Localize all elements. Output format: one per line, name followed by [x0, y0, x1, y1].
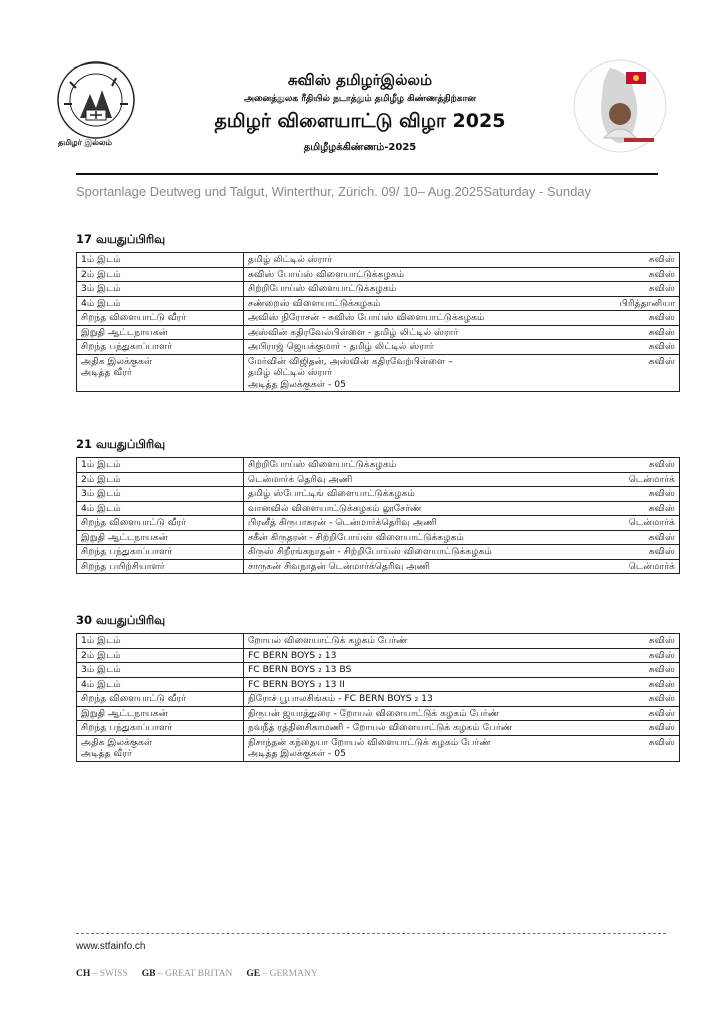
table-row: [77, 267, 680, 282]
winner-name: டென்மார்க் தெரிவு அணி: [248, 473, 353, 485]
winner-cell: [244, 296, 680, 311]
legend-item: [76, 969, 128, 979]
table-row: [77, 487, 680, 502]
table-row: [77, 706, 680, 721]
winner-country: சுவிஸ்: [648, 707, 675, 719]
winner-cell: [244, 340, 680, 355]
legend-code: GE: [246, 969, 261, 979]
winner-cell: [244, 458, 680, 473]
winner-name: அஸ்வின் கதிரவேல்பிள்ளை - தமிழ் லிட்டில் ஸ்ரார்: [248, 326, 459, 338]
table-row: [77, 559, 680, 574]
award-label: 4ம் இடம்: [77, 296, 244, 311]
winner-country: சுவிஸ்: [648, 693, 675, 704]
winner-country: சுவிஸ்: [648, 355, 675, 367]
winner-name: FC BERN BOYS ₂ 13: [248, 649, 337, 661]
winner-name: நிரோச் பூபாலசிங்கம் - FC BERN BOYS ₂ 13: [248, 693, 433, 704]
winner-cell: [244, 648, 680, 663]
winner-cell: [244, 325, 680, 340]
award-label: சிறந்த பந்துகாப்பாளர்: [77, 545, 244, 560]
table-row: [77, 458, 680, 473]
award-label: 2ம் இடம்: [77, 267, 244, 282]
award-label: சிறந்த விளையாட்டு வீரர்: [77, 311, 244, 326]
section-21: [76, 435, 681, 574]
table-row: [77, 692, 680, 707]
winner-name: நிசாந்தன் கந்தையா றோயல் விளையாட்டுக் கழகம் பேர்ண் அடித்த இலக்குகள் - 05: [248, 736, 491, 759]
winner-name: சிற்றிபோய்ஸ் விளையாட்டுக்கழகம்: [248, 283, 397, 294]
winner-cell: [244, 545, 680, 560]
winner-country: டென்மார்க்: [628, 560, 675, 572]
section-17: [76, 230, 681, 392]
award-label: 2ம் இடம்: [77, 648, 244, 663]
legend-code: CH: [76, 969, 91, 979]
award-label: சிறந்த பயிற்சியாளர்: [77, 559, 244, 574]
winner-country: சுவிஸ்: [648, 268, 675, 280]
legend-separator: –: [260, 969, 270, 979]
winner-cell: [244, 516, 680, 531]
winner-cell: [244, 487, 680, 502]
winner-name: சண்றைஸ் விளையாட்டுக்கழகம்: [248, 297, 381, 309]
header: [180, 70, 540, 156]
header-rule: [76, 173, 658, 175]
winner-cell: [244, 677, 680, 692]
table-row: [77, 340, 680, 355]
legend-item: [246, 969, 317, 979]
winner-name: தமிழ் லிட்டில் ஸ்ரார்: [248, 254, 333, 265]
legend-name: SWISS: [99, 969, 128, 979]
results-table: [76, 252, 680, 392]
winner-country: டென்மார்க்: [628, 517, 675, 528]
winner-name: சாருகன் சிவநாதன் டென்மார்க்தெரிவு அணி: [248, 560, 431, 572]
winner-country: சுவிஸ்: [648, 531, 675, 543]
table-row: [77, 516, 680, 531]
table-row: [77, 530, 680, 545]
award-label: இறுதி ஆட்டநாயகன்: [77, 706, 244, 721]
results-table: [76, 457, 680, 574]
cup-name: தமிழீழக்கிண்ணம்-2025: [303, 142, 417, 153]
award-label: சிறந்த விளையாட்டு வீரர்: [77, 692, 244, 707]
table-row: [77, 325, 680, 340]
logo-caption: தமிழர் இல்லம்: [58, 138, 112, 147]
award-label: அதிக இலக்குகள் அடித்த வீரர்: [77, 354, 244, 392]
winner-cell: [244, 267, 680, 282]
table-row: [77, 311, 680, 326]
winner-country: சுவிஸ்: [648, 664, 675, 675]
table-row: [77, 282, 680, 297]
winner-name: றோயல் விளையாட்டுக் கழகம் பேர்ண்: [248, 635, 408, 646]
winner-name: பிரனீத் கிருபாகரன் - டென்மார்க்தெரிவு அணி: [248, 517, 437, 528]
winner-country: சுவிஸ்: [648, 649, 675, 661]
winner-cell: [244, 311, 680, 326]
table-row: [77, 648, 680, 663]
legend-item: [142, 969, 233, 979]
winner-country: சுவிஸ்: [648, 488, 675, 499]
footer-url[interactable]: www.stfainfo.ch: [76, 941, 146, 952]
legend-separator: –: [90, 969, 100, 979]
winner-cell: [244, 663, 680, 678]
award-label: சிறந்த விளையாட்டு வீரர்: [77, 516, 244, 531]
winner-country: சுவிஸ்: [648, 326, 675, 338]
section-title: 21 வயதுப்பிரிவு: [76, 437, 166, 451]
festival-title: தமிழர் விளையாட்டு விழா 2025: [214, 110, 506, 132]
award-label: இறுதி ஆட்டநாயகன்: [77, 530, 244, 545]
winner-country: சுவிஸ்: [648, 546, 675, 557]
winner-name: சகீன் கிருதரன் - சிற்றிபோய்ஸ் விளையாட்டுக்கழகம்: [248, 531, 464, 543]
award-label: 1ம் இடம்: [77, 253, 244, 268]
results-table: [76, 633, 680, 762]
winner-cell: [244, 501, 680, 516]
winner-name: சுவிஸ் போய்ஸ் விளையாட்டுக்கழகம்: [248, 268, 405, 280]
award-label: இறுதி ஆட்டநாயகன்: [77, 325, 244, 340]
country-legend: [76, 969, 332, 979]
award-label: 1ம் இடம்: [77, 458, 244, 473]
winner-name: அபிராஜ் ஜெயக்குமார் - தமிழ் லிட்டில் ஸ்ரார்: [248, 341, 434, 352]
table-row: [77, 472, 680, 487]
table-row: [77, 721, 680, 736]
award-label: 2ம் இடம்: [77, 472, 244, 487]
winner-country: சுவிஸ்: [648, 722, 675, 733]
winner-cell: [244, 472, 680, 487]
winner-cell: [244, 282, 680, 297]
winner-cell: [244, 559, 680, 574]
winner-country: சுவிஸ்: [648, 635, 675, 646]
winner-cell: [244, 354, 680, 392]
winner-country: சுவிஸ்: [648, 736, 675, 748]
winner-cell: [244, 721, 680, 736]
leader-emblem: [572, 58, 668, 154]
table-row: [77, 634, 680, 649]
award-label: அதிக இலக்குகள் அடித்த வீரர்: [77, 735, 244, 761]
winner-country: சுவிஸ்: [648, 254, 675, 265]
table-row: [77, 253, 680, 268]
winner-cell: [244, 253, 680, 268]
winner-cell: [244, 530, 680, 545]
winner-name: நிருபன் ஜயாத்துரை - றோயல் விளையாட்டுக் கழகம் பேர்ண்: [248, 707, 500, 719]
winner-name: FC BERN BOYS ₂ 13 II: [248, 678, 345, 690]
table-row: [77, 735, 680, 761]
section-title: 17 வயதுப்பிரிவு: [76, 232, 166, 246]
award-label: 3ம் இடம்: [77, 487, 244, 502]
award-label: சிறந்த பந்துகாப்பாளர்: [77, 340, 244, 355]
table-row: [77, 501, 680, 516]
winner-name: சிற்றிபோய்ஸ் விளையாட்டுக்கழகம்: [248, 459, 397, 470]
emblem-map-graphic: [572, 58, 668, 154]
winner-country: பிரித்தானியா: [619, 297, 675, 309]
winner-country: சுவிஸ்: [648, 283, 675, 294]
winner-country: டென்மார்க்: [628, 473, 675, 485]
winner-name: தமிழ் ஸ்போட்டிங் விளையாட்டுக்கழகம்: [248, 488, 416, 499]
winner-cell: [244, 634, 680, 649]
legend-name: GERMANY: [269, 969, 318, 979]
section-title: 30 வயதுப்பிரிவு: [76, 613, 166, 627]
winner-name: அவிஸ் நிரோசன் - சுவிஸ் போய்ஸ் விளையாட்டுக்கழகம்: [248, 312, 485, 323]
award-label: 3ம் இடம்: [77, 663, 244, 678]
section-30: [76, 611, 681, 762]
winner-country: சுவிஸ்: [648, 502, 675, 514]
award-label: 3ம் இடம்: [77, 282, 244, 297]
winner-country: சுவிஸ்: [648, 341, 675, 352]
winner-cell: [244, 706, 680, 721]
legend-separator: –: [155, 969, 165, 979]
winner-country: சுவிஸ்: [648, 312, 675, 323]
winner-name: கிருஸ் சிறீரங்கநாதன் - சிற்றிபோய்ஸ் விளையாட்டுக்கழகம்: [248, 546, 492, 557]
table-row: [77, 677, 680, 692]
award-label: 4ம் இடம்: [77, 677, 244, 692]
legend-name: GREAT BRITAN: [164, 969, 233, 979]
winner-name: FC BERN BOYS ₂ 13 BS: [248, 664, 352, 675]
footer-rule: [76, 933, 666, 934]
award-label: 1ம் இடம்: [77, 634, 244, 649]
org-name: சுவிஸ் தமிழர்இல்லம்: [287, 71, 433, 89]
tagline: அனைத்துலக ரீதியில் நடாத்தும் தமிழீழ கிண்ணத்திற்கான: [243, 94, 476, 104]
winner-country: சுவிஸ்: [648, 459, 675, 470]
award-label: 4ம் இடம்: [77, 501, 244, 516]
winner-country: சுவிஸ்: [648, 678, 675, 690]
legend-code: GB: [141, 969, 156, 979]
winner-name: நவநீத் ரத்தினசிகாமணி - றோயல் விளையாட்டுக் கழகம் பேர்ண்: [248, 722, 513, 733]
winner-cell: [244, 692, 680, 707]
table-row: [77, 663, 680, 678]
winner-name: மேர்வின் விஜிதன், அஸ்வின் கதிரவேற்பிள்ளை – தமிழ் லிட்டில் ஸ்ரார் அடித்த இலக்குகள் - 05: [248, 355, 453, 390]
award-label: சிறந்த பந்துகாப்பாளர்: [77, 721, 244, 736]
table-row: [77, 296, 680, 311]
winner-cell: [244, 735, 680, 761]
venue-line: Sportanlage Deutweg und Talgut, Winterthur, Zürich. 09/ 10– Aug.2025Saturday - Sunday: [76, 184, 592, 199]
table-row: [77, 545, 680, 560]
winner-name: வானவில் விளையாட்டுக்கழகம் லூசேர்ண்: [248, 502, 422, 514]
table-row: [77, 354, 680, 392]
tamil-home-logo: [50, 58, 142, 158]
